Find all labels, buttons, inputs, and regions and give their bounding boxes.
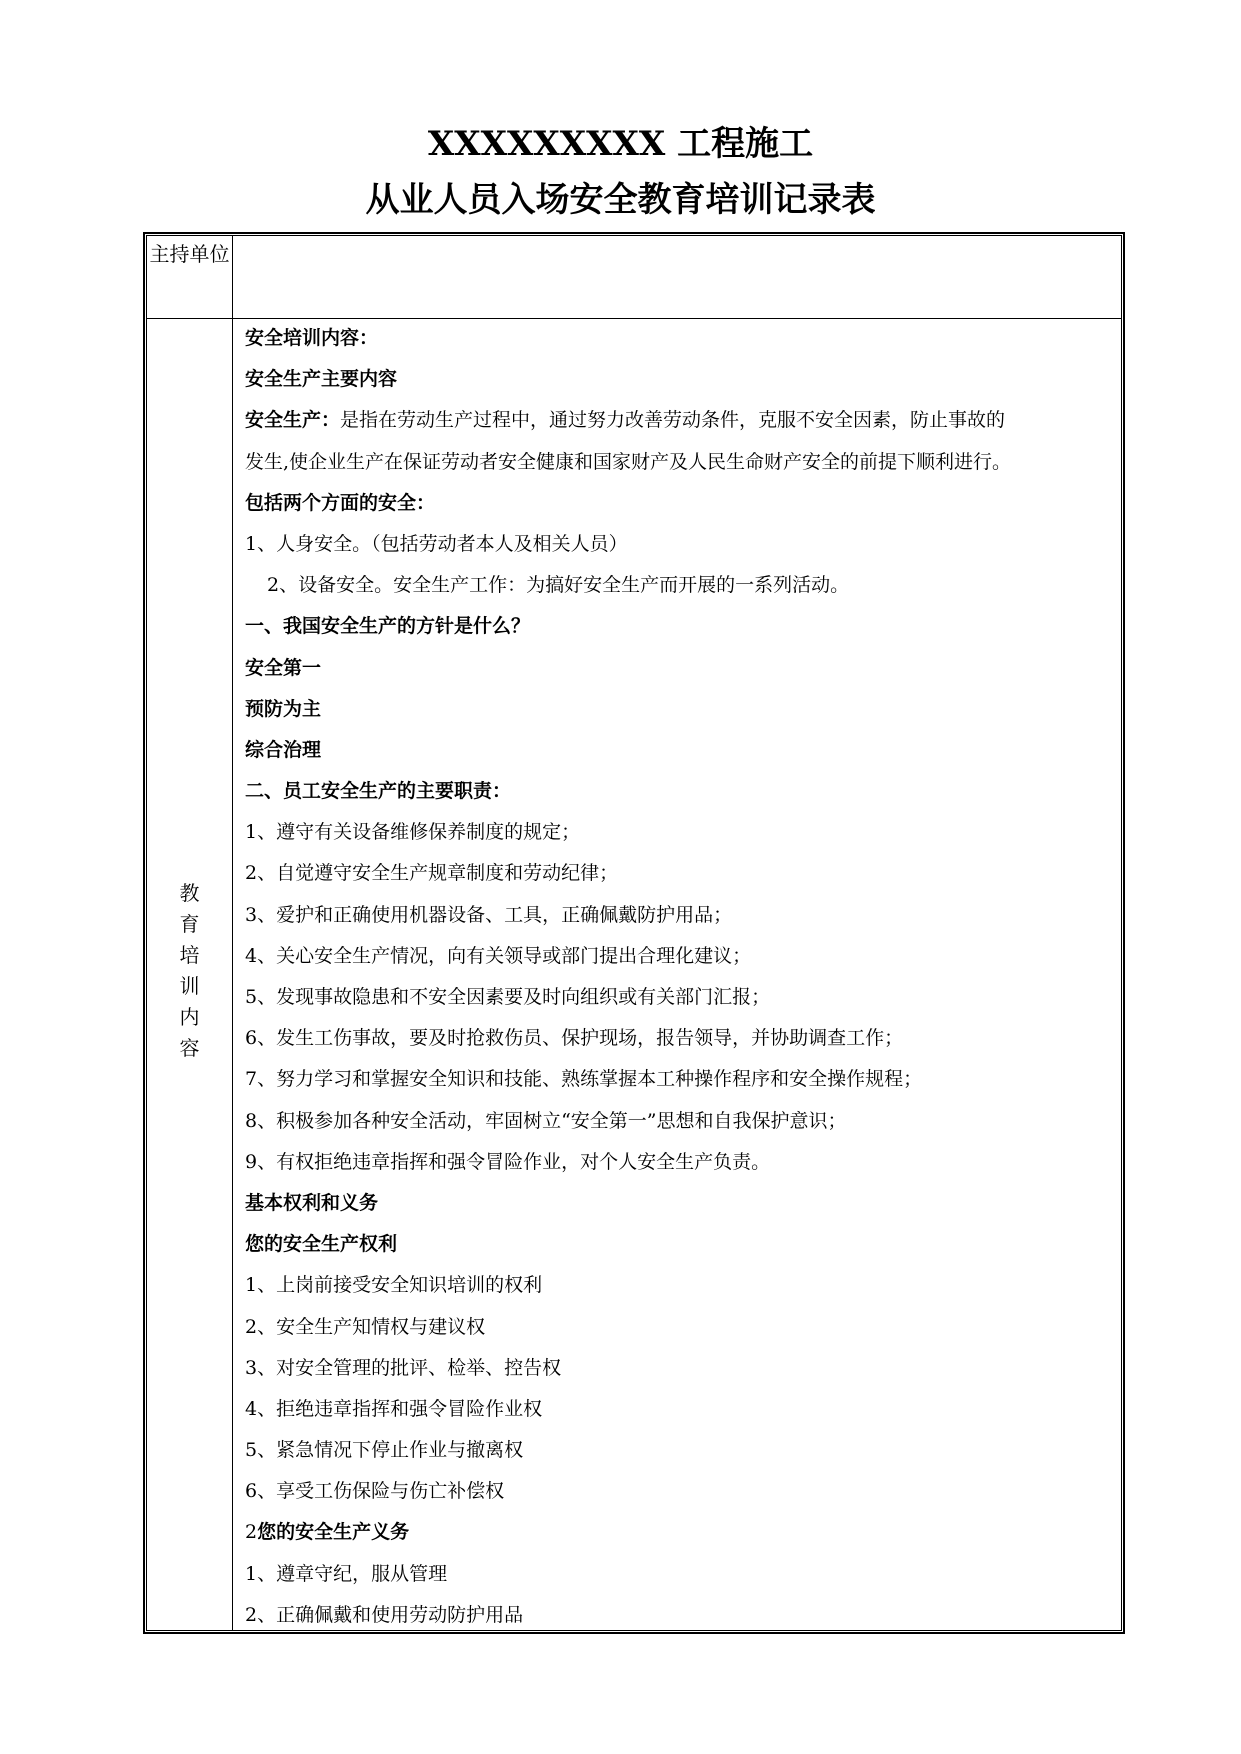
table-column-divider <box>232 235 233 1631</box>
training-content <box>245 318 1115 1636</box>
heading-number: 2 <box>245 1521 258 1544</box>
section-heading <box>245 1512 1115 1553</box>
heading-text: 您的安全生产义务 <box>257 1521 410 1544</box>
term-label: 安全生产： <box>245 409 341 432</box>
section-heading: 您的安全生产权利 <box>245 1233 398 1256</box>
list-item: 2、安全生产知情权与建议权 <box>245 1315 486 1338</box>
policy-item: 安全第一 <box>245 656 322 679</box>
policy-item: 预防为主 <box>245 697 322 720</box>
list-item: 3、对安全管理的批评、检举、控告权 <box>245 1356 562 1379</box>
label-char: 训 <box>179 974 200 998</box>
label-char: 容 <box>179 1036 200 1060</box>
list-item: 2、自觉遵守安全生产规章制度和劳动纪律； <box>245 862 619 885</box>
label-char: 内 <box>179 1005 200 1029</box>
list-item: 5、发现事故隐患和不安全因素要及时向组织或有关部门汇报； <box>245 986 771 1008</box>
list-item: 1、遵章守纪，服从管理 <box>245 1562 448 1585</box>
list-item: 3、爱护和正确使用机器设备、工具，正确佩戴防护用品； <box>245 903 733 926</box>
list-item: 1、遵守有关设备维修保养制度的规定； <box>245 821 581 844</box>
list-item: 6、发生工伤事故，要及时抢救伤员、保护现场，报告领导，并协助调查工作； <box>245 1027 904 1050</box>
training-content-label <box>147 878 232 1064</box>
label-char: 培 <box>179 943 200 967</box>
term-text: 是指在劳动生产过程中，通过努力改善劳动条件，克服不安全因素，防止事故的 <box>340 409 1006 432</box>
list-item: 8、积极参加各种安全活动，牢固树立“安全第一”思想和自我保护意识； <box>245 1109 847 1132</box>
policy-item: 综合治理 <box>245 738 322 761</box>
label-char: 教 <box>179 881 200 905</box>
list-item: 2、设备安全。安全生产工作：为搞好安全生产而开展的一系列活动。 <box>267 574 850 597</box>
section-heading: 安全生产主要内容 <box>245 368 398 391</box>
list-item: 4、拒绝违章指挥和强令冒险作业权 <box>245 1397 543 1420</box>
section-heading: 一、我国安全生产的方针是什么？ <box>245 615 531 638</box>
list-item: 4、关心安全生产情况，向有关领导或部门提出合理化建议； <box>245 944 752 967</box>
definition-paragraph <box>245 400 1115 441</box>
section-heading: 二、员工安全生产的主要职责： <box>245 780 512 803</box>
document-title-line-1: XXXXXXXXX 工程施工 <box>427 124 814 164</box>
list-item: 1、人身安全。（包括劳动者本人及相关人员） <box>245 532 628 555</box>
list-item: 5、紧急情况下停止作业与撤离权 <box>245 1439 524 1462</box>
list-item: 9、有权拒绝违章指挥和强令冒险作业，对个人安全生产负责。 <box>245 1150 771 1173</box>
list-item: 7、努力学习和掌握安全知识和技能、熟练掌握本工种操作程序和安全操作规程； <box>245 1068 923 1091</box>
list-item: 1、上岗前接受安全知识培训的权利 <box>245 1274 543 1297</box>
section-heading: 基本权利和义务 <box>245 1191 379 1214</box>
label-char: 育 <box>179 912 200 936</box>
document-title-line-2: 从业人员入场安全教育培训记录表 <box>365 180 876 220</box>
section-heading: 包括两个方面的安全： <box>245 491 436 514</box>
paragraph-line: 发生,使企业生产在保证劳动者安全健康和国家财产及人民生命财产安全的前提下顺利进行。 <box>245 450 1012 473</box>
host-unit-label: 主持单位 <box>149 242 230 266</box>
list-item: 6、享受工伤保险与伤亡补偿权 <box>245 1480 505 1503</box>
list-item: 2、正确佩戴和使用劳动防护用品 <box>245 1603 524 1626</box>
section-heading: 安全培训内容： <box>245 327 379 349</box>
